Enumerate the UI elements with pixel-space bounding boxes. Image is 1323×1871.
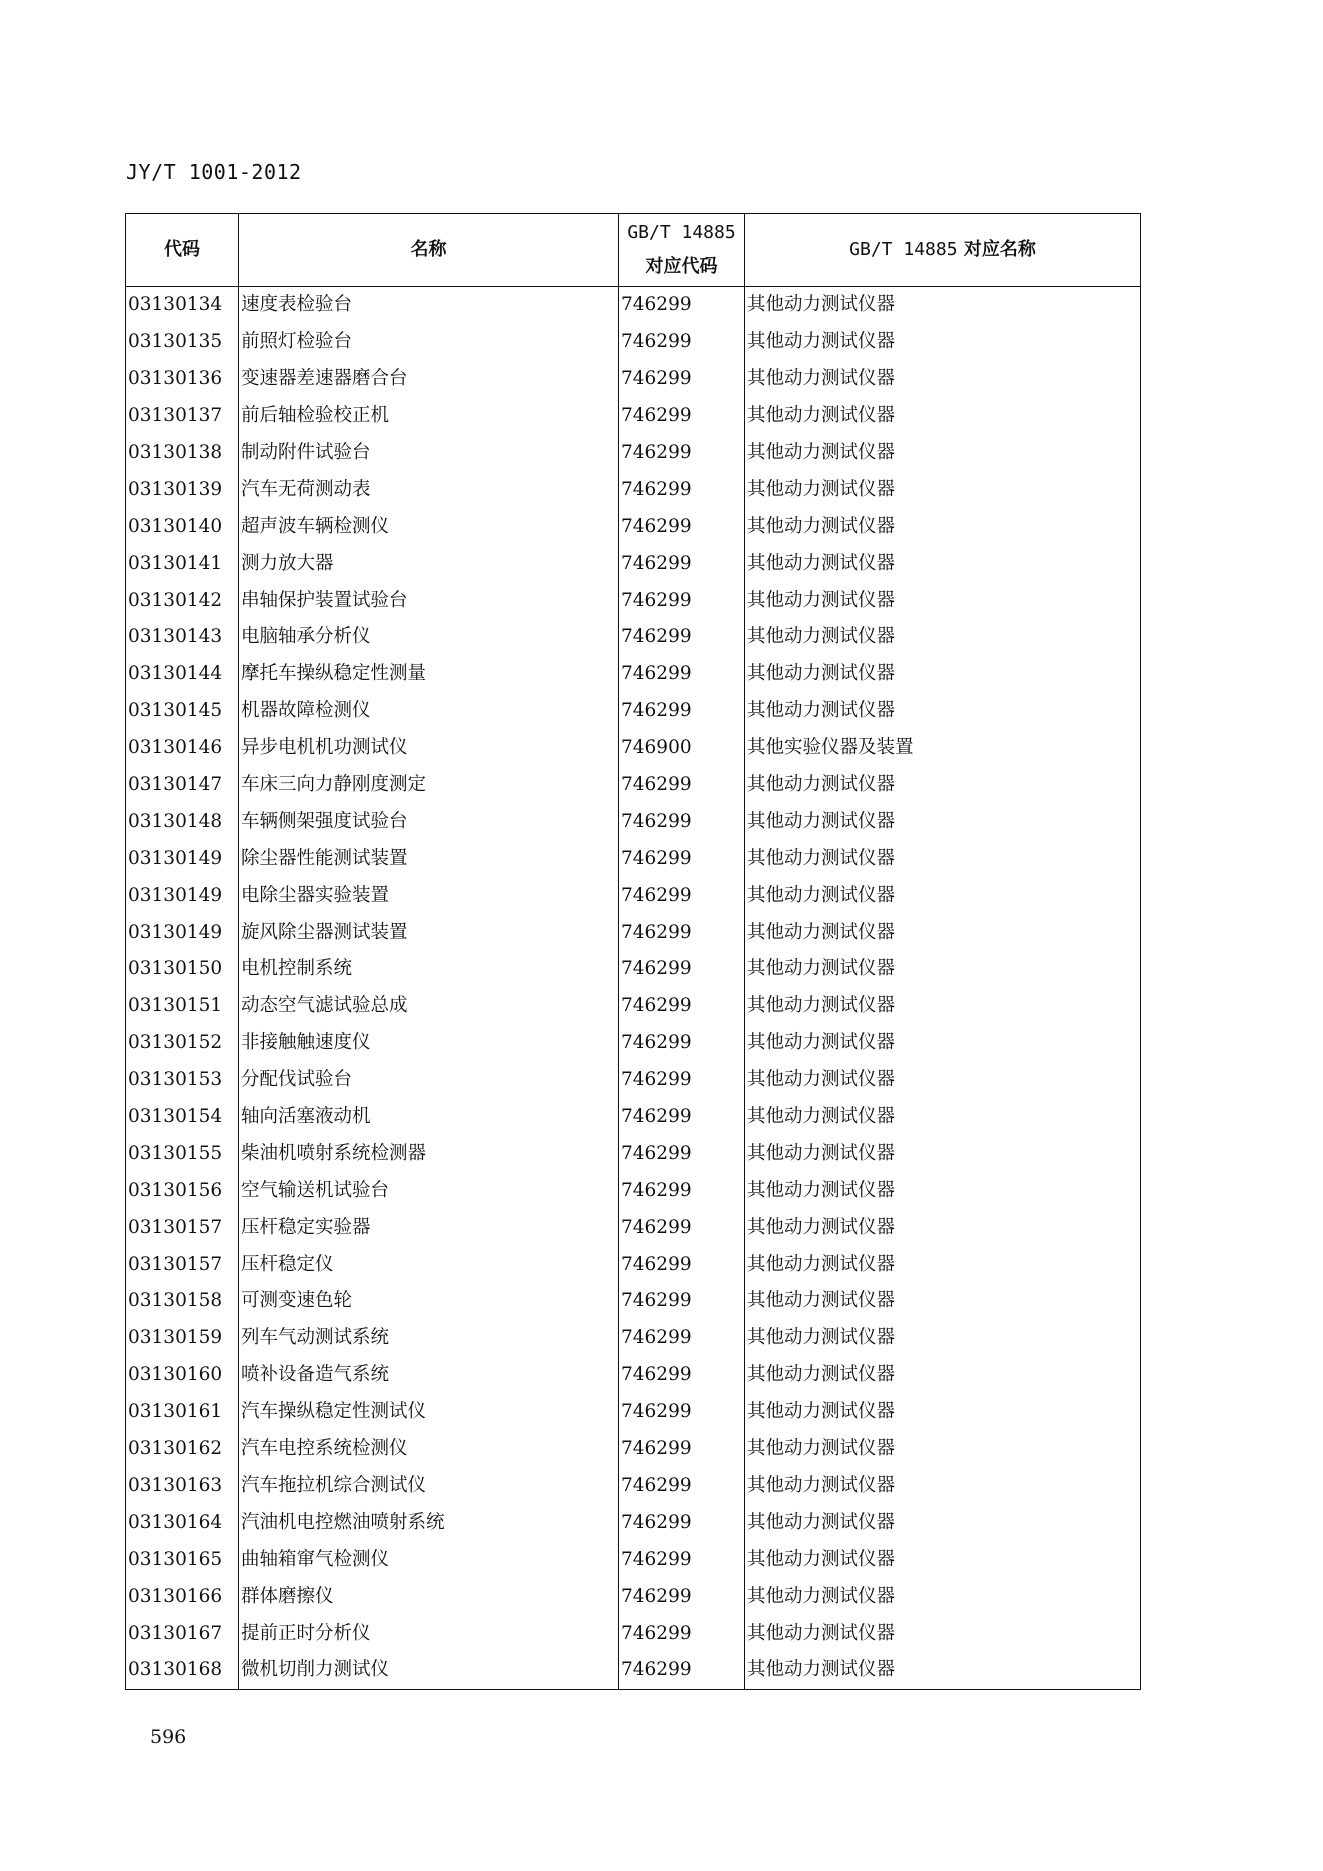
cell-gbt-code: 746299 <box>619 398 745 435</box>
cell-gbt-name: 其他动力测试仪器 <box>745 324 1141 361</box>
cell-gbt-name: 其他动力测试仪器 <box>745 582 1141 619</box>
cell-name: 微机切削力测试仪 <box>239 1652 619 1689</box>
cell-gbt-code: 746299 <box>619 767 745 804</box>
cell-name: 机器故障检测仪 <box>239 693 619 730</box>
cell-code: 03130159 <box>126 1320 239 1357</box>
cell-gbt-code: 746299 <box>619 471 745 508</box>
cell-code: 03130145 <box>126 693 239 730</box>
gbt-code-line1: GB/T 14885 <box>627 222 736 243</box>
table-row <box>126 1283 1141 1320</box>
cell-gbt-code: 746299 <box>619 1025 745 1062</box>
table-row <box>126 1394 1141 1431</box>
gbt-code-line2: 对应代码 <box>645 256 718 277</box>
cell-gbt-code: 746299 <box>619 1209 745 1246</box>
cell-gbt-name: 其他动力测试仪器 <box>745 1652 1141 1689</box>
cell-gbt-code: 746299 <box>619 435 745 472</box>
cell-code: 03130146 <box>126 730 239 767</box>
cell-code: 03130141 <box>126 545 239 582</box>
cell-code: 03130142 <box>126 582 239 619</box>
cell-name: 速度表检验台 <box>239 287 619 324</box>
cell-name: 轴向活塞液动机 <box>239 1099 619 1136</box>
cell-name: 压杆稳定实验器 <box>239 1209 619 1246</box>
table-row <box>126 1615 1141 1652</box>
cell-code: 03130164 <box>126 1504 239 1541</box>
cell-gbt-name: 其他动力测试仪器 <box>745 471 1141 508</box>
cell-gbt-name: 其他动力测试仪器 <box>745 767 1141 804</box>
table-header-row <box>126 214 1141 287</box>
cell-gbt-name: 其他动力测试仪器 <box>745 877 1141 914</box>
cell-gbt-code: 746900 <box>619 730 745 767</box>
table-row <box>126 1652 1141 1689</box>
cell-code: 03130134 <box>126 287 239 324</box>
cell-gbt-code: 746299 <box>619 877 745 914</box>
cell-code: 03130157 <box>126 1209 239 1246</box>
cell-gbt-name: 其他动力测试仪器 <box>745 1062 1141 1099</box>
cell-code: 03130166 <box>126 1578 239 1615</box>
standard-header: JY/T 1001-2012 <box>126 160 302 184</box>
table-row <box>126 1135 1141 1172</box>
table-row <box>126 361 1141 398</box>
table-row <box>126 1246 1141 1283</box>
cell-code: 03130147 <box>126 767 239 804</box>
cell-name: 柴油机喷射系统检测器 <box>239 1135 619 1172</box>
cell-gbt-code: 746299 <box>619 582 745 619</box>
cell-gbt-name: 其他动力测试仪器 <box>745 545 1141 582</box>
cell-code: 03130148 <box>126 803 239 840</box>
table-row <box>126 1578 1141 1615</box>
cell-gbt-code: 746299 <box>619 693 745 730</box>
cell-gbt-name: 其他动力测试仪器 <box>745 435 1141 472</box>
table-row <box>126 398 1141 435</box>
cell-name: 车辆侧架强度试验台 <box>239 803 619 840</box>
table-row <box>126 1172 1141 1209</box>
table-row <box>126 914 1141 951</box>
table-row <box>126 545 1141 582</box>
cell-name: 压杆稳定仪 <box>239 1246 619 1283</box>
cell-name: 摩托车操纵稳定性测量 <box>239 656 619 693</box>
cell-name: 汽车电控系统检测仪 <box>239 1431 619 1468</box>
cell-gbt-code: 746299 <box>619 656 745 693</box>
cell-code: 03130151 <box>126 988 239 1025</box>
cell-code: 03130157 <box>126 1246 239 1283</box>
cell-code: 03130168 <box>126 1652 239 1689</box>
cell-name: 电脑轴承分析仪 <box>239 619 619 656</box>
table-row <box>126 1025 1141 1062</box>
cell-code: 03130150 <box>126 951 239 988</box>
cell-gbt-name: 其他动力测试仪器 <box>745 914 1141 951</box>
cell-name: 串轴保护装置试验台 <box>239 582 619 619</box>
cell-gbt-code: 746299 <box>619 619 745 656</box>
column-header-gbt-code <box>619 214 745 287</box>
cell-name: 变速器差速器磨合台 <box>239 361 619 398</box>
cell-gbt-name: 其他动力测试仪器 <box>745 988 1141 1025</box>
cell-gbt-name: 其他动力测试仪器 <box>745 1357 1141 1394</box>
cell-name: 汽车拖拉机综合测试仪 <box>239 1468 619 1505</box>
cell-gbt-code: 746299 <box>619 1541 745 1578</box>
cell-gbt-name: 其他动力测试仪器 <box>745 1468 1141 1505</box>
cell-name: 超声波车辆检测仪 <box>239 508 619 545</box>
table-row <box>126 1209 1141 1246</box>
cell-gbt-name: 其他动力测试仪器 <box>745 1135 1141 1172</box>
table-row <box>126 508 1141 545</box>
table-row <box>126 324 1141 361</box>
table-row <box>126 1062 1141 1099</box>
cell-name: 空气输送机试验台 <box>239 1172 619 1209</box>
cell-gbt-name: 其他动力测试仪器 <box>745 287 1141 324</box>
cell-gbt-name: 其他动力测试仪器 <box>745 803 1141 840</box>
cell-gbt-name: 其他实验仪器及装置 <box>745 730 1141 767</box>
cell-name: 车床三向力静刚度测定 <box>239 767 619 804</box>
cell-gbt-code: 746299 <box>619 1099 745 1136</box>
cell-code: 03130137 <box>126 398 239 435</box>
cell-gbt-name: 其他动力测试仪器 <box>745 1025 1141 1062</box>
cell-name: 电除尘器实验装置 <box>239 877 619 914</box>
cell-code: 03130165 <box>126 1541 239 1578</box>
cell-name: 汽车无荷测动表 <box>239 471 619 508</box>
table-row <box>126 287 1141 324</box>
table-row <box>126 730 1141 767</box>
cell-gbt-name: 其他动力测试仪器 <box>745 951 1141 988</box>
cell-gbt-name: 其他动力测试仪器 <box>745 1209 1141 1246</box>
table-row <box>126 988 1141 1025</box>
table-row <box>126 803 1141 840</box>
table-row <box>126 435 1141 472</box>
cell-gbt-name: 其他动力测试仪器 <box>745 1615 1141 1652</box>
cell-gbt-name: 其他动力测试仪器 <box>745 1172 1141 1209</box>
cell-code: 03130167 <box>126 1615 239 1652</box>
cell-code: 03130158 <box>126 1283 239 1320</box>
cell-gbt-name: 其他动力测试仪器 <box>745 1283 1141 1320</box>
table-row <box>126 582 1141 619</box>
cell-code: 03130152 <box>126 1025 239 1062</box>
cell-gbt-name: 其他动力测试仪器 <box>745 398 1141 435</box>
cell-name: 前后轴检验校正机 <box>239 398 619 435</box>
table-row <box>126 656 1141 693</box>
cell-code: 03130155 <box>126 1135 239 1172</box>
cell-gbt-code: 746299 <box>619 914 745 951</box>
column-header-gbt-name <box>745 214 1141 287</box>
cell-name: 测力放大器 <box>239 545 619 582</box>
cell-gbt-code: 746299 <box>619 1320 745 1357</box>
cell-gbt-name: 其他动力测试仪器 <box>745 693 1141 730</box>
cell-gbt-code: 746299 <box>619 1578 745 1615</box>
cell-code: 03130154 <box>126 1099 239 1136</box>
table-row <box>126 840 1141 877</box>
cell-name: 非接触触速度仪 <box>239 1025 619 1062</box>
cell-gbt-code: 746299 <box>619 1246 745 1283</box>
cell-gbt-code: 746299 <box>619 324 745 361</box>
page-number: 596 <box>150 1726 187 1748</box>
cell-code: 03130149 <box>126 877 239 914</box>
cell-name: 旋风除尘器测试装置 <box>239 914 619 951</box>
cell-gbt-code: 746299 <box>619 1357 745 1394</box>
cell-gbt-code: 746299 <box>619 840 745 877</box>
cell-gbt-name: 其他动力测试仪器 <box>745 656 1141 693</box>
cell-gbt-name: 其他动力测试仪器 <box>745 1394 1141 1431</box>
table-row <box>126 693 1141 730</box>
cell-name: 群体磨擦仪 <box>239 1578 619 1615</box>
cell-gbt-code: 746299 <box>619 1394 745 1431</box>
column-header-code: 代码 <box>126 214 239 287</box>
cell-gbt-code: 746299 <box>619 287 745 324</box>
cell-gbt-code: 746299 <box>619 1431 745 1468</box>
table-row <box>126 1431 1141 1468</box>
cell-code: 03130156 <box>126 1172 239 1209</box>
table-row <box>126 767 1141 804</box>
table-row <box>126 619 1141 656</box>
cell-gbt-code: 746299 <box>619 1468 745 1505</box>
cell-gbt-code: 746299 <box>619 1172 745 1209</box>
table-row <box>126 1541 1141 1578</box>
table-row <box>126 877 1141 914</box>
cell-gbt-name: 其他动力测试仪器 <box>745 840 1141 877</box>
cell-gbt-name: 其他动力测试仪器 <box>745 1431 1141 1468</box>
cell-code: 03130162 <box>126 1431 239 1468</box>
cell-name: 曲轴箱窜气检测仪 <box>239 1541 619 1578</box>
cell-name: 汽车操纵稳定性测试仪 <box>239 1394 619 1431</box>
cell-code: 03130139 <box>126 471 239 508</box>
cell-code: 03130160 <box>126 1357 239 1394</box>
equipment-catalog-table <box>125 213 1141 1690</box>
table-row <box>126 951 1141 988</box>
cell-gbt-name: 其他动力测试仪器 <box>745 361 1141 398</box>
gbt-name-suffix: 对应名称 <box>963 239 1036 260</box>
cell-code: 03130135 <box>126 324 239 361</box>
cell-code: 03130144 <box>126 656 239 693</box>
cell-code: 03130149 <box>126 840 239 877</box>
cell-code: 03130163 <box>126 1468 239 1505</box>
table-row <box>126 1320 1141 1357</box>
cell-gbt-code: 746299 <box>619 1615 745 1652</box>
cell-gbt-code: 746299 <box>619 951 745 988</box>
cell-gbt-code: 746299 <box>619 1652 745 1689</box>
cell-gbt-code: 746299 <box>619 1062 745 1099</box>
gbt-name-prefix: GB/T 14885 <box>849 239 958 260</box>
cell-code: 03130143 <box>126 619 239 656</box>
cell-name: 喷补设备造气系统 <box>239 1357 619 1394</box>
cell-gbt-name: 其他动力测试仪器 <box>745 1541 1141 1578</box>
cell-name: 前照灯检验台 <box>239 324 619 361</box>
cell-code: 03130149 <box>126 914 239 951</box>
cell-gbt-code: 746299 <box>619 803 745 840</box>
cell-code: 03130140 <box>126 508 239 545</box>
cell-gbt-code: 746299 <box>619 1283 745 1320</box>
table-row <box>126 1468 1141 1505</box>
cell-gbt-name: 其他动力测试仪器 <box>745 619 1141 656</box>
table-row <box>126 1504 1141 1541</box>
table-body <box>126 287 1141 1690</box>
cell-name: 异步电机机功测试仪 <box>239 730 619 767</box>
cell-gbt-name: 其他动力测试仪器 <box>745 1578 1141 1615</box>
cell-name: 提前正时分析仪 <box>239 1615 619 1652</box>
cell-code: 03130161 <box>126 1394 239 1431</box>
cell-name: 电机控制系统 <box>239 951 619 988</box>
cell-name: 列车气动测试系统 <box>239 1320 619 1357</box>
cell-gbt-code: 746299 <box>619 988 745 1025</box>
cell-name: 汽油机电控燃油喷射系统 <box>239 1504 619 1541</box>
table-row <box>126 1357 1141 1394</box>
cell-code: 03130138 <box>126 435 239 472</box>
cell-gbt-name: 其他动力测试仪器 <box>745 1246 1141 1283</box>
cell-gbt-code: 746299 <box>619 1135 745 1172</box>
cell-gbt-code: 746299 <box>619 361 745 398</box>
cell-name: 可测变速色轮 <box>239 1283 619 1320</box>
cell-gbt-name: 其他动力测试仪器 <box>745 1504 1141 1541</box>
cell-gbt-code: 746299 <box>619 508 745 545</box>
cell-name: 制动附件试验台 <box>239 435 619 472</box>
cell-name: 动态空气滤试验总成 <box>239 988 619 1025</box>
column-header-name: 名称 <box>239 214 619 287</box>
cell-gbt-name: 其他动力测试仪器 <box>745 1099 1141 1136</box>
cell-gbt-name: 其他动力测试仪器 <box>745 508 1141 545</box>
cell-name: 除尘器性能测试装置 <box>239 840 619 877</box>
cell-name: 分配伐试验台 <box>239 1062 619 1099</box>
cell-gbt-name: 其他动力测试仪器 <box>745 1320 1141 1357</box>
cell-code: 03130153 <box>126 1062 239 1099</box>
cell-code: 03130136 <box>126 361 239 398</box>
table-row <box>126 1099 1141 1136</box>
table-row <box>126 471 1141 508</box>
cell-gbt-code: 746299 <box>619 1504 745 1541</box>
cell-gbt-code: 746299 <box>619 545 745 582</box>
